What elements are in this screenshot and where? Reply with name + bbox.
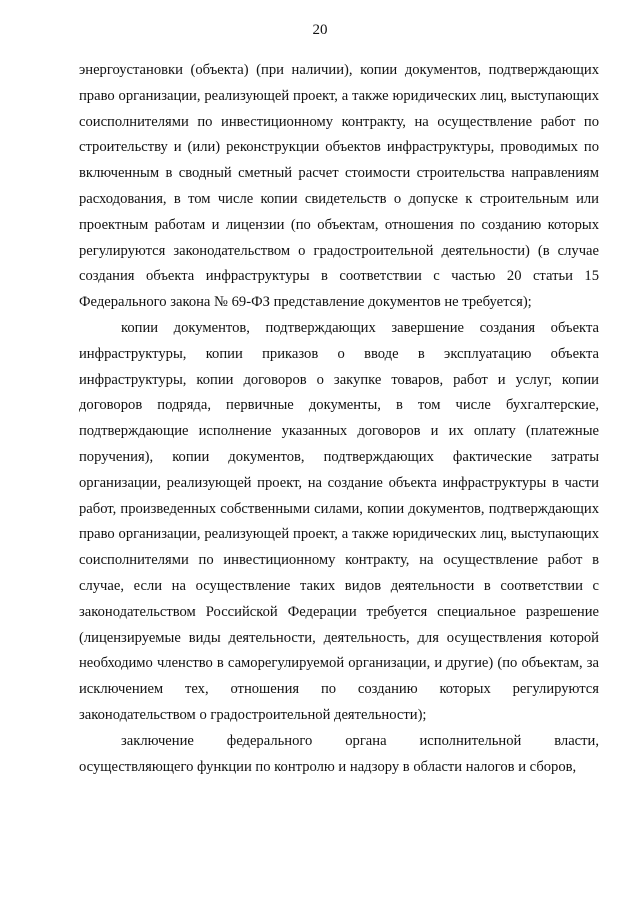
document-body [79,58,599,780]
paragraph-copies-of-documents: копии документов, подтверждающих завершение создания объекта инфраструктуры, копии приказов о вводе в эксплуатацию объекта инфраструктуры, копии договоров о закупке товаров, работ и услуг, копии договоров подряда, первичные документы, в том числе бухгалтерские, подтверждающие исполнение указанных договоров и их оплату (платежные поручения), копии документов, подтверждающих фактические затраты организации, реализующей проект, на создание объекта инфраструктуры в части работ, произведенных собственными силами, копии документов, подтверждающих право организации, реализующей проект, а также юридических лиц, выступающих соисполнителями по инвестиционному контракту, на осуществление работ в случае, если на осуществление таких видов деятельности в соответствии с законодательством Российской Федерации требуется специальное разрешение (лицензируемые виды деятельности, деятельность, для осуществления которой необходимо членство в саморегулируемой организации, и другие) (по объектам, за исключением тех, отношения по созданию которых регулируются законодательством о градостроительной деятельности); [79,319,599,723]
paragraph-continued: энергоустановки (объекта) (при наличии), копии документов, подтверждающих право организации, реализующей проект, а также юридических лиц, выступающих соисполнителями по инвестиционному контракту, на осуществление работ по строительству и (или) реконструкции объектов инфраструктуры, проводимых по включенным в сводный сметный расчет стоимости строительства направлениям расходования, в том числе копии свидетельств о допуске к строительным или проектным работам и лицензии (по объектам, отношения по созданию которых регулируются законодательством о градостроительной деятельности) (в случае создания объекта инфраструктуры в соответствии с частью 20 статьи 15 Федерального закона № 69-ФЗ представление документов не требуется); [79,62,599,311]
paragraph-conclusion: заключение федерального органа исполнительной власти, осуществляющего функции по контролю и надзору в области налогов и сборов, [79,732,599,775]
page-number: 20 [312,22,328,38]
